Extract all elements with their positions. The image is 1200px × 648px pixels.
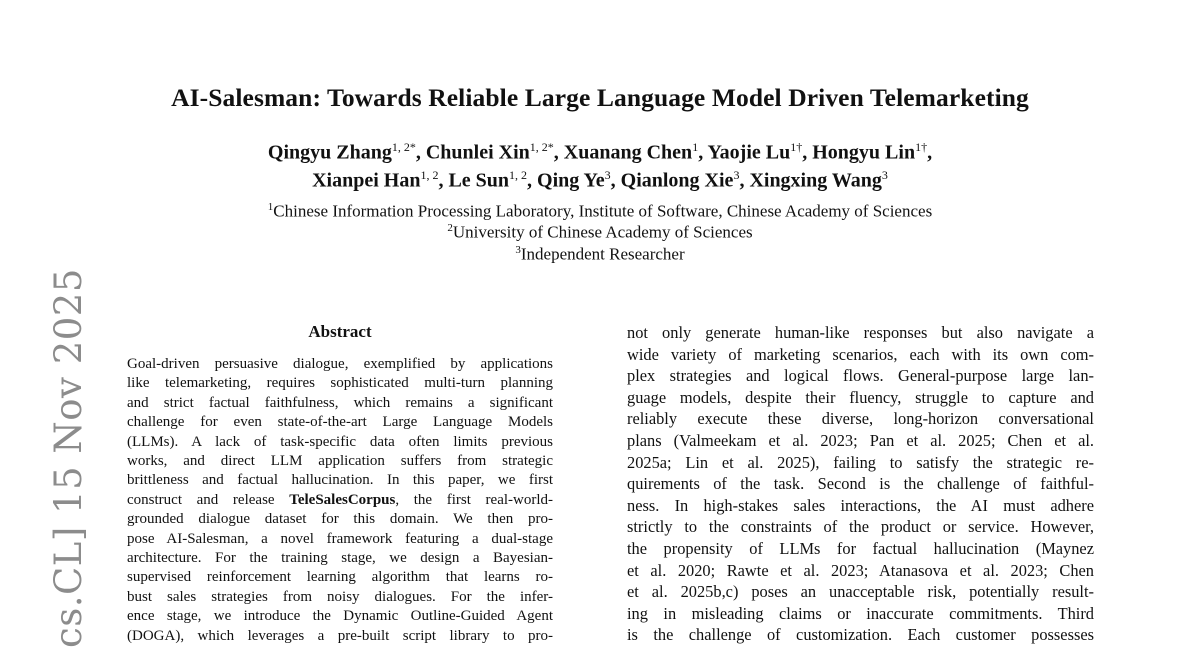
abstract-line: and strict factual faithfulness, which remains a significant [127, 394, 553, 411]
author-separator: , [438, 169, 449, 192]
abstract-line: (LLMs). A lack of task-specific data often limits previous [127, 433, 553, 450]
body-line: is the challenge of customization. Each customer possesses [627, 625, 1094, 645]
abstract-line: challenge for even state-of-the-art Large Language Models [127, 414, 553, 431]
author-name: Yaojie Lu [707, 141, 791, 164]
body-line: ing in misleading claims or inaccurate commitments. Third [627, 603, 1094, 623]
dataset-name: TeleSalesCorpus [289, 491, 396, 508]
abstract-line: like telemarketing, requires sophisticated multi-turn planning [127, 375, 553, 392]
body-line: wide variety of marketing scenarios, each with its own com- [627, 344, 1094, 364]
affiliation-1 [0, 201, 1200, 222]
abstract-line: construct and release TeleSalesCorpus, the first real-world- [127, 491, 553, 508]
body-line: et al. 2020; Rawte et al. 2023; Atanasova et al. 2023; Chen [627, 560, 1094, 580]
abstract-line: architecture. For the training stage, we design a Bayesian- [127, 550, 553, 567]
body-line: plex strategies and logical flows. General-purpose large lan- [627, 366, 1094, 386]
affiliation-2 [0, 222, 1200, 243]
affiliation-3-mark: 3 [515, 244, 521, 256]
body-line: the propensity of LLMs for factual hallucination (Maynez [627, 538, 1094, 558]
abstract-line: ence stage, we introduce the Dynamic Outline-Guided Agent [127, 608, 553, 625]
abstract-line: (DOGA), which leverages a pre-built script library to pro- [127, 627, 553, 644]
author-affiliation-mark: 1 [692, 140, 699, 154]
abstract-line: Goal-driven persuasive dialogue, exemplified by applications [127, 356, 553, 372]
author-separator: , [802, 141, 813, 164]
author-separator: , [927, 141, 933, 164]
affiliation-1-mark: 1 [267, 201, 274, 213]
author-separator: , [739, 169, 750, 192]
paper-title: AI-Salesman: Towards Reliable Large Language Model Driven Telemarketing [171, 83, 1029, 112]
body-line: not only generate human-like responses but also navigate a [627, 323, 1094, 342]
body-line: strictly to the constraints of the product or service. However, [627, 517, 1094, 537]
affiliation-2-mark: 2 [447, 222, 453, 234]
introduction-body [627, 322, 1094, 646]
author-separator: , [610, 169, 621, 192]
author-affiliation-mark: 1, 2 [420, 168, 439, 182]
author-name: Chunlei Xin [425, 141, 530, 164]
author-separator: , [527, 169, 538, 192]
author-affiliation-mark: 3 [881, 168, 888, 182]
author-name: Hongyu Lin [812, 141, 916, 164]
abstract-body [127, 355, 553, 646]
author-separator: , [553, 141, 564, 164]
abstract-line: brittleness and factual hallucination. In this paper, we first [127, 472, 553, 489]
author-name: Qing Ye [537, 169, 605, 192]
author-list-line-2 [0, 168, 1200, 193]
author-name: Qingyu Zhang [267, 141, 392, 164]
abstract-line: bust sales strategies from noisy dialogues. For the infer- [127, 588, 553, 605]
author-name: Le Sun [448, 169, 510, 192]
author-name: Qianlong Xie [620, 169, 734, 192]
arxiv-side-stamp: cs.CL] 15 Nov 2025 [47, 268, 90, 648]
affiliation-1-text: Chinese Information Processing Laboratory, Institute of Software, Chinese Academy of Sciences [273, 201, 933, 221]
body-line: 2025a; Lin et al. 2025), failing to satisfy the strategic re- [627, 452, 1094, 472]
abstract-line: works, and direct LLM application suffers from strategic [127, 453, 553, 470]
body-line: plans (Valmeekam et al. 2023; Pan et al. 2025; Chen et al. [627, 430, 1094, 450]
author-affiliation-mark: 3 [733, 168, 740, 182]
author-affiliation-mark: 1† [790, 140, 803, 154]
author-separator: , [698, 141, 708, 164]
author-affiliation-mark: 1, 2 [509, 168, 528, 182]
author-separator: , [415, 141, 426, 164]
affiliation-3-text: Independent Researcher [520, 244, 685, 264]
body-line: ness. In high-stakes sales interactions, the AI must adhere [627, 495, 1094, 515]
author-list-line-1 [0, 140, 1200, 165]
author-affiliation-mark: 1, 2* [529, 140, 554, 154]
author-name: Xuanang Chen [563, 141, 693, 164]
body-line: reliably execute these diverse, long-horizon conversational [627, 409, 1094, 429]
author-affiliation-mark: 3 [604, 168, 611, 182]
body-line: et al. 2025b,c) poses an unacceptable risk, potentially result- [627, 582, 1094, 602]
author-name: Xingxing Wang [749, 169, 882, 192]
abstract-heading: Abstract [308, 322, 372, 341]
body-line: guage models, despite their fluency, struggle to capture and [627, 387, 1094, 407]
body-line: quirements of the task. Second is the challenge of faithful- [627, 474, 1094, 494]
abstract-line: pose AI-Salesman, a novel framework featuring a dual-stage [127, 530, 553, 547]
abstract-line: grounded dialogue dataset for this domain. We then pro- [127, 511, 553, 528]
author-affiliation-mark: 1, 2* [391, 140, 416, 154]
affiliation-3 [0, 244, 1200, 265]
abstract-line: supervised reinforcement learning algorithm that learns ro- [127, 569, 553, 586]
affiliation-2-text: University of Chinese Academy of Sciences [452, 222, 753, 242]
author-affiliation-mark: 1† [915, 140, 928, 154]
author-name: Xianpei Han [312, 169, 421, 192]
